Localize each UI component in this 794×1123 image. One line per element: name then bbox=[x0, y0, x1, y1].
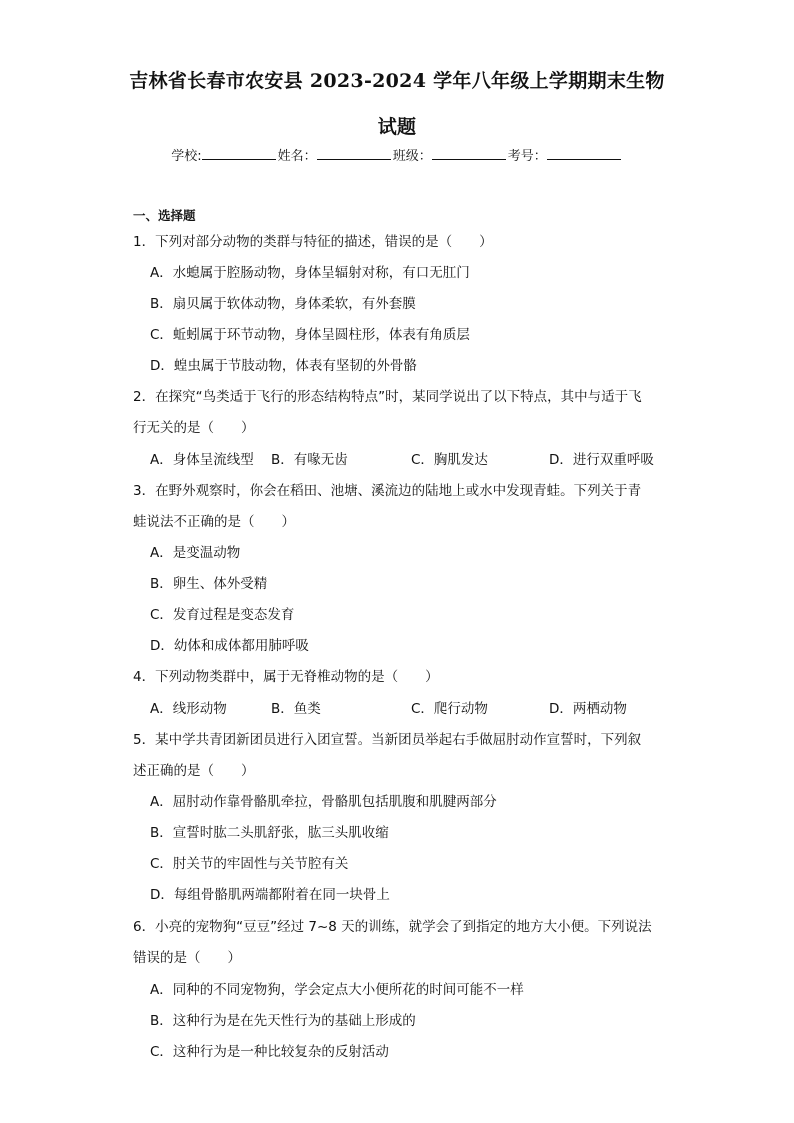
question-4-option-a: A．线形动物 bbox=[150, 701, 227, 717]
question-5-stem-line2: 述正确的是（ ） bbox=[133, 763, 255, 779]
question-4-stem: 4．下列动物类群中，属于无脊椎动物的是（ ） bbox=[133, 669, 439, 685]
question-6-option-a: A．同种的不同宠物狗，学会定点大小便所花的时间可能不一样 bbox=[150, 982, 524, 998]
question-3-option-b: B．卵生、体外受精 bbox=[150, 576, 268, 592]
question-5-option-d: D．每组骨骼肌两端都附着在同一块骨上 bbox=[150, 887, 390, 903]
question-1-option-d: D．蝗虫属于节肢动物，体表有坚韧的外骨骼 bbox=[150, 358, 417, 374]
question-1-option-b: B．扇贝属于软体动物，身体柔软，有外套膜 bbox=[150, 296, 416, 312]
question-6-option-b: B．这种行为是在先天性行为的基础上形成的 bbox=[150, 1013, 416, 1029]
question-2-option-a: A．身体呈流线型 bbox=[150, 452, 254, 468]
question-3-option-c: C．发育过程是变态发育 bbox=[150, 607, 295, 623]
exam-title-line1: 吉林省长春市农安县 2023-2024 学年八年级上学期期末生物 bbox=[129, 70, 665, 92]
student-info-row bbox=[0, 145, 794, 164]
question-2-option-b: B．有喙无齿 bbox=[271, 452, 348, 468]
question-3-option-a: A．是变温动物 bbox=[150, 545, 241, 561]
exam-no-label: 考号： bbox=[507, 149, 547, 164]
question-3-stem-line2: 蛙说法不正确的是（ ） bbox=[133, 514, 295, 530]
question-6-stem-line1: 6．小亮的宠物狗“豆豆”经过 7~8 天的训练，就学会了到指定的地方大小便。下列说法 bbox=[133, 919, 652, 935]
question-6-stem-line2: 错误的是（ ） bbox=[133, 950, 241, 966]
question-1-option-a: A．水螅属于腔肠动物，身体呈辐射对称，有口无肛门 bbox=[150, 265, 470, 281]
school-label: 学校: bbox=[171, 149, 202, 164]
question-4-option-c: C．爬行动物 bbox=[411, 701, 488, 717]
question-2-stem-line1: 2．在探究“鸟类适于飞行的形态结构特点”时，某同学说出了以下特点，其中与适于飞 bbox=[133, 389, 642, 405]
class-blank[interactable] bbox=[432, 146, 506, 160]
question-5-option-b: B．宣誓时肱二头肌舒张，肱三头肌收缩 bbox=[150, 825, 389, 841]
school-blank[interactable] bbox=[202, 146, 276, 160]
exam-title-line2: 试题 bbox=[377, 116, 417, 138]
question-2-option-c: C．胸肌发达 bbox=[411, 452, 488, 468]
question-6-option-c: C．这种行为是一种比较复杂的反射活动 bbox=[150, 1044, 389, 1060]
question-4-option-d: D．两栖动物 bbox=[549, 701, 627, 717]
question-3-option-d: D．幼体和成体都用肺呼吸 bbox=[150, 638, 309, 654]
question-2-stem-line2: 行无关的是（ ） bbox=[133, 420, 255, 436]
question-3-stem-line1: 3．在野外观察时，你会在稻田、池塘、溪流边的陆地上或水中发现青蛙。下列关于青 bbox=[133, 483, 642, 499]
question-4-option-b: B．鱼类 bbox=[271, 701, 321, 717]
name-label: 姓名： bbox=[277, 149, 317, 164]
question-5-option-c: C．肘关节的牢固性与关节腔有关 bbox=[150, 856, 349, 872]
exam-no-blank[interactable] bbox=[547, 146, 621, 160]
question-5-stem-line1: 5．某中学共青团新团员进行入团宣誓。当新团员举起右手做屈肘动作宣誓时，下列叙 bbox=[133, 732, 642, 748]
question-1-stem: 1．下列对部分动物的类群与特征的描述，错误的是（ ） bbox=[133, 234, 493, 250]
question-5-option-a: A．屈肘动作靠骨骼肌牵拉，骨骼肌包括肌腹和肌腱两部分 bbox=[150, 794, 497, 810]
question-1-option-c: C．蚯蚓属于环节动物，身体呈圆柱形，体表有角质层 bbox=[150, 327, 470, 343]
class-label: 班级： bbox=[392, 149, 432, 164]
question-2-option-d: D．进行双重呼吸 bbox=[549, 452, 654, 468]
name-blank[interactable] bbox=[317, 146, 391, 160]
section-heading: 一、选择题 bbox=[133, 208, 196, 223]
